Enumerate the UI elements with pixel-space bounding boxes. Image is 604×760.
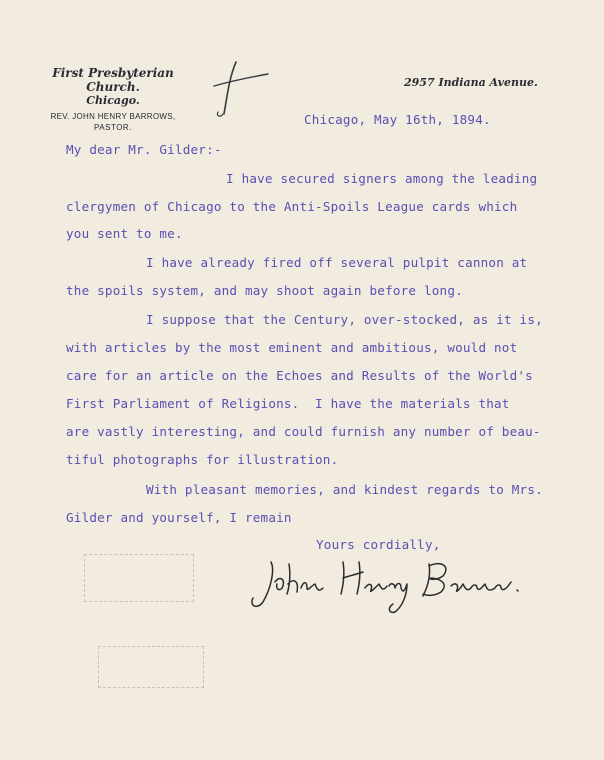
- letter-line: the spoils system, and may shoot again before long.: [66, 283, 463, 298]
- faded-stamp: [84, 554, 194, 602]
- letter-line: I have already fired off several pulpit cannon at: [146, 255, 528, 270]
- letter-line: care for an article on the Echoes and Results of the World's: [66, 368, 533, 383]
- church-city: Chicago.: [86, 94, 140, 107]
- pastor-name: REV. JOHN HENRY BARROWS,: [50, 112, 176, 121]
- letter-line: Gilder and yourself, I remain: [66, 510, 292, 525]
- letter-line: you sent to me.: [66, 226, 183, 241]
- letter-date: Chicago, May 16th, 1894.: [304, 112, 491, 127]
- letterhead-left: [28, 66, 198, 133]
- letter-line: tiful photographs for illustration.: [66, 452, 339, 467]
- handwritten-mark-icon: [206, 56, 272, 120]
- letter-line: I suppose that the Century, over-stocked, as it is,: [146, 312, 543, 327]
- letterhead-address: 2957 Indiana Avenue.: [404, 76, 538, 89]
- letter-line: clergymen of Chicago to the Anti-Spoils League cards which: [66, 199, 518, 214]
- letter-line: With pleasant memories, and kindest regards to Mrs.: [146, 482, 543, 497]
- faded-stamp: [98, 646, 204, 688]
- signature-icon: [245, 548, 525, 618]
- letter-line: are vastly interesting, and could furnish any number of beau-: [66, 424, 541, 439]
- closing: Yours cordially,: [316, 537, 441, 552]
- letter-line: I have secured signers among the leading: [226, 171, 538, 186]
- pastor-title: PASTOR.: [94, 123, 132, 132]
- letter-line: with articles by the most eminent and ambitious, would not: [66, 340, 518, 355]
- salutation: My dear Mr. Gilder:-: [66, 142, 222, 157]
- letter-line: First Parliament of Religions. I have the materials that: [66, 396, 510, 411]
- church-name: First Presbyterian Church.: [52, 66, 174, 94]
